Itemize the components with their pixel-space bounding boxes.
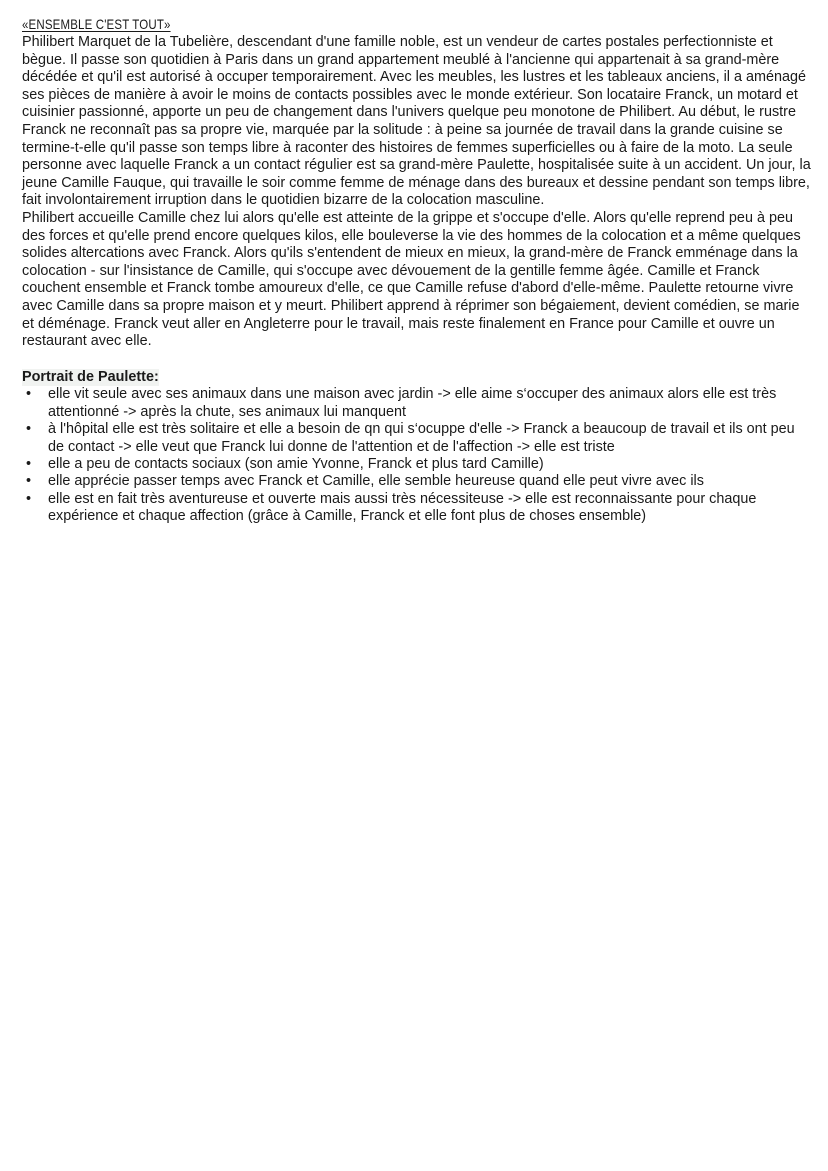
document-page — [22, 14, 812, 526]
list-item-text: elle est en fait très aventureuse et ouverte mais aussi très nécessiteuse -> elle est reconnaissante pour chaque expérience et chaque affection (grâce à Camille, Franck et elle font plus de choses ensemble) — [48, 490, 757, 525]
list-item — [22, 491, 812, 526]
bullet-icon: • — [26, 455, 32, 472]
list-item — [22, 456, 812, 473]
bullet-icon: • — [26, 386, 32, 403]
bullet-icon: • — [26, 473, 32, 490]
document-title-wrap — [22, 14, 812, 34]
section-spacer — [22, 351, 812, 368]
list-item — [22, 386, 812, 421]
list-item — [22, 473, 812, 490]
list-item-text: elle vit seule avec ses animaux dans une maison avec jardin -> elle aime s‘occuper des animaux alors elle est très attentionné -> après la chute, ses animaux lui manquent — [48, 386, 777, 420]
bullet-icon: • — [26, 490, 32, 507]
bullet-icon: • — [26, 421, 32, 438]
summary-paragraph-2: Philibert accueille Camille chez lui alors qu'elle est atteinte de la grippe et s'occupe d'elle. Alors qu'elle reprend peu à peu des forces et qu'elle prend encore quelques kilos, elle bouleverse la vie des hommes de la colocation et a même quelques solides altercations avec Franck. Alors qu'ils s'entendent de mieux en mieux, la grand-mère de Franck emménage dans la colocation - sur l'insistance de Camille, qui s'occupe avec dévouement de la gentille femme âgée. Camille et Franck couchent ensemble et Franck tombe amoureux d'elle, ce que Camille refuse d'abord d'elle-même. Paulette retourne vivre avec Camille dans sa propre maison et y meurt. Philibert apprend à réprimer son bégaiement, devient comédien, se marie et déménage. Franck veut aller en Angleterre pour le travail, mais reste finalement en France pour Camille et ouvre un restaurant avec elle. — [22, 209, 801, 350]
portrait-heading: Portrait de Paulette: — [22, 368, 159, 385]
list-item — [22, 421, 812, 456]
list-item-text: à l'hôpital elle est très solitaire et elle a besoin de qn qui s‘ocuppe d'elle -> Franck a beaucoup de travail et ils ont peu de contact -> elle veut que Franck lui donne de l'attention et de l'affection -> elle est triste — [48, 421, 795, 455]
portrait-list — [22, 386, 812, 525]
list-item-text: elle a peu de contacts sociaux (son amie Yvonne, Franck et plus tard Camille) — [48, 455, 544, 472]
summary-paragraph-1: Philibert Marquet de la Tubelière, descendant d'une famille noble, est un vendeur de cartes postales perfectionniste et bègue. Il passe son quotidien à Paris dans un grand appartement meublé à l'ancienne qui appartenait à sa grand-mère décédée et qu'il est autorisé à occuper temporairement. Avec les meubles, les lustres et les tableaux anciens, il a aménagé ses pièces de manière à avoir le moins de contacts possibles avec le monde extérieur. Son locataire Franck, un motard et cuisinier passionné, apporte un peu de changement dans l'univers quelque peu monotone de Philibert. Au début, le rustre Franck ne reconnaît pas sa propre vie, marquée par la solitude : à peine sa journée de travail dans la grande cuisine se termine-t-elle qu'il passe son temps libre à raconter des histoires de femmes superficielles ou à faire de la moto. La seule personne avec laquelle Franck a un contact régulier est sa grand-mère Paulette, hospitalisée suite à un accident. Un jour, la jeune Camille Fauque, qui travaille le soir comme femme de ménage dans des bureaux et dessine pendant son temps libre, fait involontairement irruption dans le quotidien bizarre de la colocation masculine. — [22, 34, 811, 209]
document-title: «ENSEMBLE C'EST TOUT» — [22, 16, 171, 32]
list-item-text: elle apprécie passer temps avec Franck et Camille, elle semble heureuse quand elle peut vivre avec ils — [48, 473, 704, 490]
